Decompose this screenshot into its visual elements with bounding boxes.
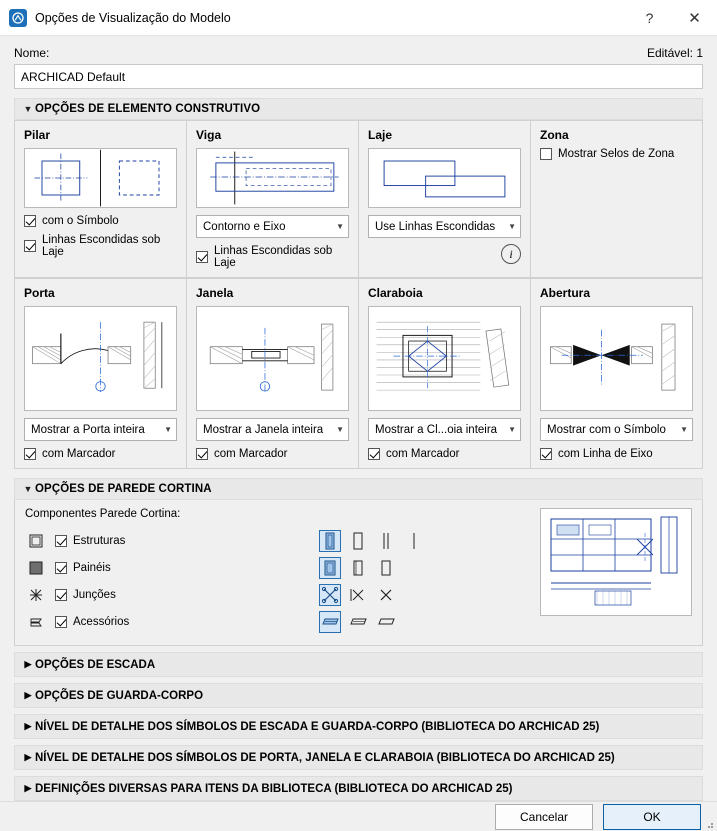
curtain-wall-caption: Componentes Parede Cortina: xyxy=(25,508,181,520)
section-title: DEFINIÇÕES DIVERSAS PARA ITENS DA BIBLIOTECA (BIBLIOTECA DO ARCHICAD 25) xyxy=(35,782,513,795)
option-estrutura-3[interactable] xyxy=(375,530,397,552)
option-estrutura-2[interactable] xyxy=(347,530,369,552)
option-juncao-2[interactable] xyxy=(347,584,369,606)
panel-title-abertura: Abertura xyxy=(540,286,591,300)
panel-claraboia xyxy=(359,278,531,469)
option-acessorio-1[interactable] xyxy=(319,611,341,633)
preview-laje xyxy=(368,148,521,208)
checkbox-icon[interactable] xyxy=(55,616,67,628)
info-icon[interactable]: i xyxy=(501,244,521,264)
cw-options-paineis xyxy=(319,554,540,581)
curtain-wall-panel xyxy=(14,500,703,646)
checkbox-icon xyxy=(24,448,36,460)
preview-pilar xyxy=(24,148,177,208)
checkbox-icon[interactable] xyxy=(55,589,67,601)
panel-zona xyxy=(531,120,703,278)
preview-claraboia xyxy=(368,306,521,411)
panel-title-porta: Porta xyxy=(24,286,55,300)
combo-value: Contorno e Eixo xyxy=(203,220,286,233)
panel-title-viga: Viga xyxy=(196,128,222,142)
section-nivel-detalhe-porta[interactable] xyxy=(14,745,703,770)
section-title: NÍVEL DE DETALHE DOS SÍMBOLOS DE PORTA, JANELA E CLARABOIA (BIBLIOTECA DO ARCHICAD 25) xyxy=(35,751,615,764)
combo-value: Mostrar a Janela inteira xyxy=(203,423,324,436)
resize-grip-icon[interactable] xyxy=(704,819,714,829)
chevron-down-icon: ▼ xyxy=(336,425,344,434)
section-title-curtain-wall: OPÇÕES DE PAREDE CORTINA xyxy=(35,483,212,495)
check-viga-linhas-escondidas[interactable] xyxy=(196,245,349,269)
check-label: com Marcador xyxy=(214,448,288,460)
combo-viga[interactable] xyxy=(196,215,349,238)
curtain-wall-preview-wrap xyxy=(540,508,692,635)
cw-row-acessorios xyxy=(25,608,315,635)
curtain-wall-options xyxy=(315,508,540,635)
section-guarda-corpo[interactable] xyxy=(14,683,703,708)
section-title: OPÇÕES DE ESCADA xyxy=(35,658,156,671)
chevron-right-icon: ▶ xyxy=(24,783,32,793)
section-nivel-detalhe-escada[interactable] xyxy=(14,714,703,739)
chevron-down-icon: ▼ xyxy=(23,484,33,494)
window-title: Opções de Visualização do Modelo xyxy=(35,10,231,25)
cw-options-acessorios xyxy=(319,608,540,635)
construction-panel-grid xyxy=(14,120,703,469)
ok-button[interactable]: OK xyxy=(603,804,701,830)
panel-janela xyxy=(187,278,359,469)
checkbox-icon xyxy=(196,448,208,460)
dialog-content xyxy=(0,36,717,801)
check-label: com Marcador xyxy=(42,448,116,460)
checkbox-icon[interactable] xyxy=(55,535,67,547)
option-painel-1[interactable] xyxy=(319,557,341,579)
preview-abertura xyxy=(540,306,693,411)
combo-abertura[interactable] xyxy=(540,418,693,441)
chevron-down-icon: ▼ xyxy=(508,222,516,231)
checkbox-icon xyxy=(368,448,380,460)
checkbox-icon xyxy=(24,215,36,227)
accessory-icon xyxy=(25,615,47,629)
option-juncao-3[interactable] xyxy=(375,584,397,606)
cw-label-acessorios: Acessórios xyxy=(73,615,130,628)
info-button-wrap xyxy=(368,244,521,264)
panel-laje xyxy=(359,120,531,278)
chevron-down-icon: ▼ xyxy=(508,425,516,434)
preview-janela xyxy=(196,306,349,411)
cw-options-juncoes xyxy=(319,581,540,608)
option-acessorio-2[interactable] xyxy=(347,611,369,633)
check-porta-marcador[interactable] xyxy=(24,448,177,460)
dialog-footer xyxy=(0,801,717,831)
chevron-down-icon: ▼ xyxy=(23,104,33,114)
chevron-right-icon: ▶ xyxy=(24,721,32,731)
cw-label-juncoes: Junções xyxy=(73,588,116,601)
cw-label-paineis: Painéis xyxy=(73,561,111,574)
section-title: OPÇÕES DE GUARDA-CORPO xyxy=(35,689,204,702)
editable-count-label: Editável: 1 xyxy=(646,46,703,60)
chevron-down-icon: ▼ xyxy=(336,222,344,231)
curtain-wall-preview xyxy=(540,508,692,616)
panel-title-zona: Zona xyxy=(540,128,569,142)
chevron-down-icon: ▼ xyxy=(680,425,688,434)
combo-janela[interactable] xyxy=(196,418,349,441)
panel-title-pilar: Pilar xyxy=(24,128,51,142)
section-escada[interactable] xyxy=(14,652,703,677)
check-claraboia-marcador[interactable] xyxy=(368,448,521,460)
name-label: Nome: xyxy=(14,46,50,60)
combo-value: Use Linhas Escondidas xyxy=(375,220,496,233)
archicad-app-icon xyxy=(9,9,27,27)
check-pilar-simbolo[interactable] xyxy=(24,215,177,227)
panel-pilar xyxy=(15,120,187,278)
checkbox-icon xyxy=(196,251,208,263)
combo-value: Mostrar a Cl...oia inteira xyxy=(375,423,498,436)
panel-porta xyxy=(15,278,187,469)
curtain-wall-components xyxy=(25,508,315,635)
check-label: com o Símbolo xyxy=(42,215,119,227)
option-acessorio-3[interactable] xyxy=(375,611,397,633)
title-bar xyxy=(0,0,717,36)
check-label: com Marcador xyxy=(386,448,460,460)
panel-title-claraboia: Claraboia xyxy=(368,286,423,300)
preview-porta xyxy=(24,306,177,411)
cw-row-juncoes xyxy=(25,581,315,608)
section-definicoes-diversas[interactable] xyxy=(14,776,703,801)
combo-value: Mostrar a Porta inteira xyxy=(31,423,145,436)
panel-title-laje: Laje xyxy=(368,128,393,142)
chevron-right-icon: ▶ xyxy=(24,752,32,762)
option-painel-3[interactable] xyxy=(375,557,397,579)
check-label: Linhas Escondidas sob Laje xyxy=(42,234,161,258)
combo-porta[interactable] xyxy=(24,418,177,441)
check-pilar-linhas-escondidas[interactable] xyxy=(24,234,177,258)
section-header-construction[interactable] xyxy=(14,98,703,120)
frame-icon xyxy=(25,534,47,548)
close-button[interactable]: ✕ xyxy=(688,9,701,27)
check-label: Linhas Escondidas sob Laje xyxy=(214,245,333,269)
combo-laje[interactable] xyxy=(368,215,521,238)
scheme-name-input[interactable] xyxy=(14,64,703,89)
help-button[interactable]: ? xyxy=(645,9,654,26)
check-zona-selos[interactable] xyxy=(540,148,693,160)
checkbox-icon xyxy=(24,240,36,252)
junction-icon xyxy=(25,588,47,602)
chevron-right-icon: ▶ xyxy=(24,690,32,700)
cw-row-paineis xyxy=(25,554,315,581)
combo-value: Mostrar com o Símbolo xyxy=(547,423,666,436)
check-janela-marcador[interactable] xyxy=(196,448,349,460)
checkbox-icon xyxy=(540,148,552,160)
cw-options-estruturas xyxy=(319,527,540,554)
option-estrutura-4[interactable] xyxy=(403,530,425,552)
option-juncao-1[interactable] xyxy=(319,584,341,606)
cancel-button[interactable]: Cancelar xyxy=(495,804,593,830)
option-painel-2[interactable] xyxy=(347,557,369,579)
chevron-down-icon: ▼ xyxy=(164,425,172,434)
preview-viga xyxy=(196,148,349,208)
cw-row-estruturas xyxy=(25,527,315,554)
name-row xyxy=(14,46,703,60)
checkbox-icon xyxy=(540,448,552,460)
section-title: NÍVEL DE DETALHE DOS SÍMBOLOS DE ESCADA E GUARDA-CORPO (BIBLIOTECA DO ARCHICAD 25) xyxy=(35,720,600,733)
check-label: Mostrar Selos de Zona xyxy=(558,148,675,160)
combo-claraboia[interactable] xyxy=(368,418,521,441)
section-title-construction: OPÇÕES DE ELEMENTO CONSTRUTIVO xyxy=(35,103,261,115)
chevron-right-icon: ▶ xyxy=(24,659,32,669)
checkbox-icon[interactable] xyxy=(55,562,67,574)
panel-icon xyxy=(25,561,47,575)
panel-viga xyxy=(187,120,359,278)
cw-label-estruturas: Estruturas xyxy=(73,534,126,547)
panel-abertura xyxy=(531,278,703,469)
panel-title-janela: Janela xyxy=(196,286,234,300)
section-header-curtain-wall[interactable] xyxy=(14,478,703,500)
check-label: com Linha de Eixo xyxy=(558,448,653,460)
option-estrutura-1[interactable] xyxy=(319,530,341,552)
check-abertura-linha-eixo[interactable] xyxy=(540,448,693,460)
